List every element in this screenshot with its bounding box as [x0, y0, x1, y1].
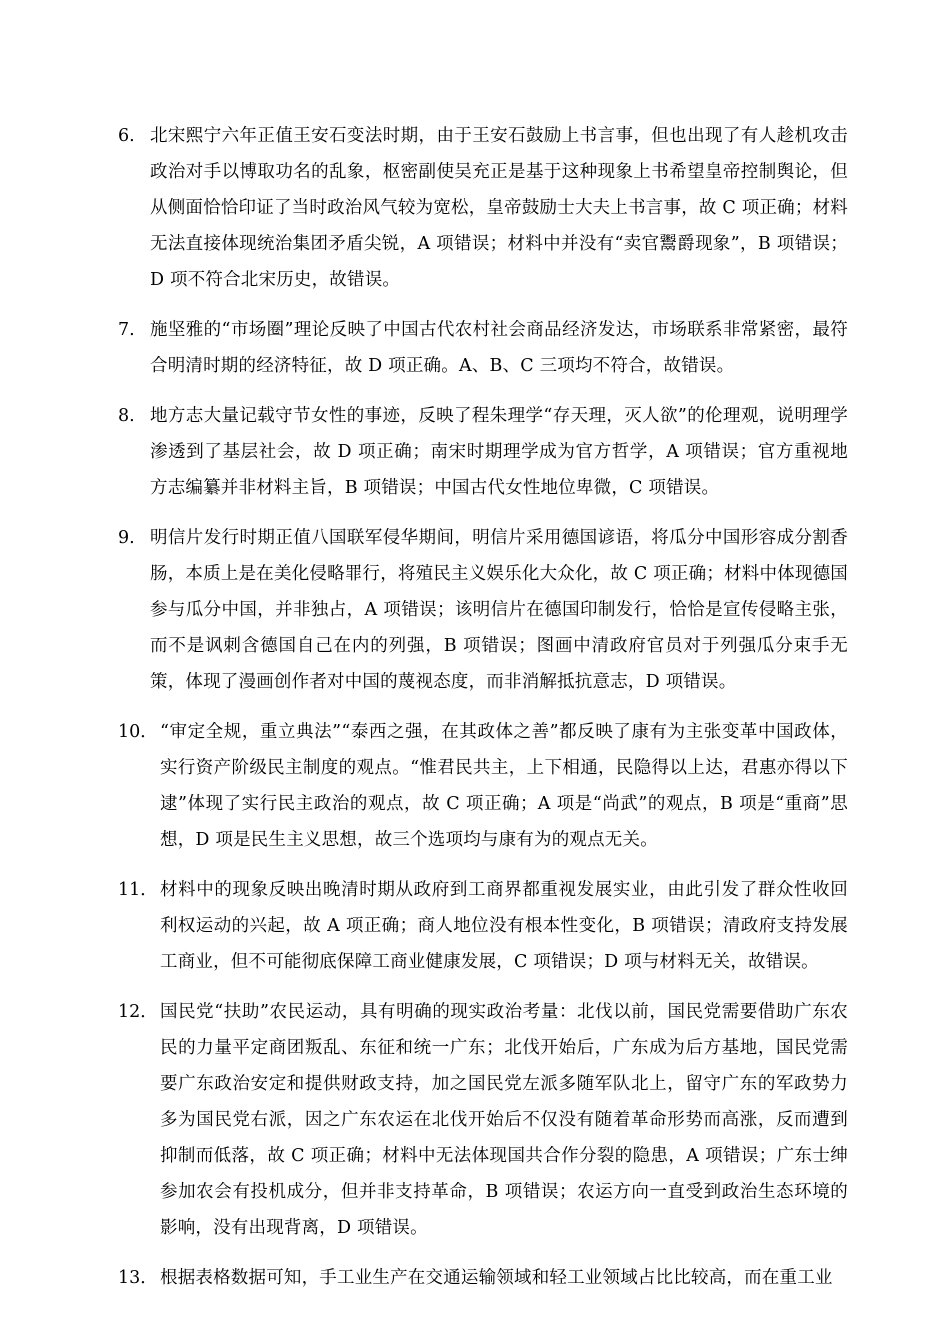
list-item: [118, 872, 848, 980]
item-text: 北宋熙宁六年正值王安石变法时期，由于王安石鼓励上书言事，但也出现了有人趁机攻击政治对手以博取功名的乱象，枢密副使吴充正是基于这种现象上书希望皇帝控制舆论，但从侧面恰恰印证了当时政治风气较为宽松，皇帝鼓励士大夫上书言事，故 C 项正确；材料无法直接体现统治集团矛盾尖锐，A 项错误；材料中并没有“卖官鬻爵现象”，B 项错误；D 项不符合北宋历史，故错误。: [150, 126, 848, 290]
list-item: [118, 118, 848, 298]
answer-explanation-list: [118, 118, 848, 1310]
list-item: [118, 398, 848, 506]
item-text: 地方志大量记载守节女性的事迹，反映了程朱理学“存天理，灭人欲”的伦理观，说明理学渗透到了基层社会，故 D 项正确；南宋时期理学成为官方哲学，A 项错误；官方重视地方志编纂并非材料主旨，B 项错误；中国古代女性地位卑微，C 项错误。: [150, 406, 848, 498]
item-number: 11．: [118, 880, 158, 900]
item-number: 7.: [118, 320, 135, 340]
item-text: 材料中的现象反映出晚清时期从政府到工商界都重视发展实业，由此引发了群众性收回利权运动的兴起，故 A 项正确；商人地位没有根本性变化，B 项错误；清政府支持发展工商业，但不可能彻底保障工商业健康发展，C 项错误；D 项与材料无关，故错误。: [160, 880, 848, 972]
list-item: [118, 1260, 848, 1296]
item-text: 明信片发行时期正值八国联军侵华期间，明信片采用德国谚语，将瓜分中国形容成分割香肠，本质上是在美化侵略罪行，将殖民主义娱乐化大众化，故 C 项正确；材料中体现德国参与瓜分中国，并非独占，A 项错误；该明信片在德国印制发行，恰恰是宣传侵略主张，而不是讽刺含德国自己在内的列强，B 项错误；图画中清政府官员对于列强瓜分束手无策，体现了漫画创作者对中国的蔑视态度，而非消解抵抗意志，D 项错误。: [150, 528, 848, 692]
item-number: 8.: [118, 406, 135, 426]
list-item: [118, 994, 848, 1246]
item-number: 12．: [118, 1002, 158, 1022]
item-text: 国民党“扶助”农民运动，具有明确的现实政治考量：北伐以前，国民党需要借助广东农民的力量平定商团叛乱、东征和统一广东；北伐开始后，广东成为后方基地，国民党需要广东政治安定和提供财政支持，加之国民党左派多随军队北上，留守广东的军政势力多为国民党右派，因之广东农运在北伐开始后不仅没有随着革命形势而高涨，反而遭到抑制而低落，故 C 项正确；材料中无法体现国共合作分裂的隐患，A 项错误；广东士绅参加农会有投机成分，但并非支持革命，B 项错误；农运方向一直受到政治生态环境的影响，没有出现背离，D 项错误。: [160, 1002, 848, 1238]
list-item: [118, 312, 848, 384]
item-number: 6.: [118, 126, 135, 146]
item-number: 9.: [118, 528, 135, 548]
item-text: 根据表格数据可知，手工业生产在交通运输领域和轻工业领域占比比较高，而在重工业: [160, 1268, 833, 1288]
item-text: 施坚雅的“市场圈”理论反映了中国古代农村社会商品经济发达，市场联系非常紧密，最符合明清时期的经济特征，故 D 项正确。A、B、C 三项均不符合，故错误。: [150, 320, 848, 376]
item-number: 13．: [118, 1268, 158, 1288]
list-item: [118, 520, 848, 700]
item-number: 10．: [118, 722, 158, 742]
item-text: “审定全规，重立典法”“泰西之强，在其政体之善”都反映了康有为主张变革中国政体，实行资产阶级民主制度的观点。“惟君民共主，上下相通，民隐得以上达，君惠亦得以下逮”体现了实行民主政治的观点，故 C 项正确；A 项是“尚武”的观点，B 项是“重商”思想，D 项是民生主义思想，故三个选项均与康有为的观点无关。: [160, 722, 848, 850]
list-item: [118, 714, 848, 858]
